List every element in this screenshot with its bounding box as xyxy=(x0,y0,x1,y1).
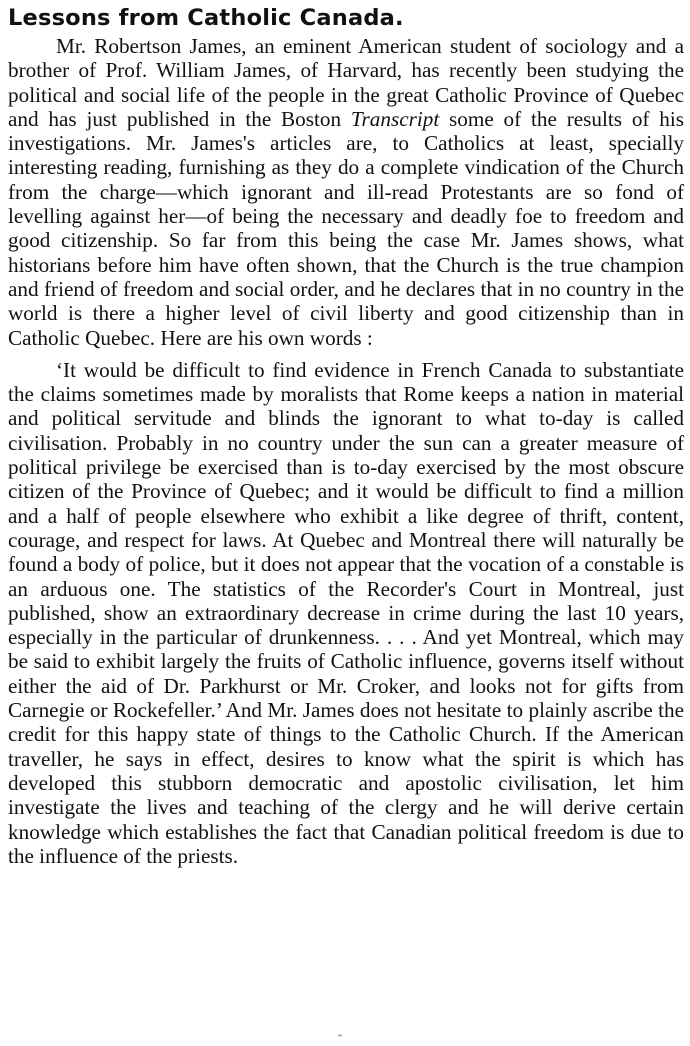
article-title: Lessons from Catholic Canada. xyxy=(8,5,404,31)
quoted-passage xyxy=(8,358,684,868)
footer-mark: ˝ xyxy=(338,1032,342,1046)
quote-text: ‘It would be difficult to find evidence in French Canada to substantiate the claims sometimes made by moralists that Rome keeps a nation in material and political servitude and blinds the ignorant to what to-day is called civilisation. Probably in no country under the sun can a greater measure of political privilege be exercised than is to-day exercised by the most obscure citizen of the Province of Quebec; and it would be difficult to find a million and a half of people elsewhere who exhibit a like degree of thrift, content, courage, and respect for laws. At Quebec and Montreal there will naturally be found a body of police, but it does not appear that the vocation of a constable is an arduous one. The statistics of the Recorder's Court in Montreal, just published, show an extraordinary decrease in crime during the last 10 years, especially in the particular of drunkenness. . . . And yet Montreal, which may be said to exhibit largely the fruits of Catholic influence, governs itself without either the aid of Dr. Parkhurst or Mr. Croker, and looks not for gifts from Carnegie or Rockefeller.’ xyxy=(8,357,684,723)
intro-paragraph xyxy=(8,34,684,350)
intro-text-end: some of the results of his investigations. Mr. James's articles are, to Catholics at least, specially interesting reading, furnishing as they do a complete vindication of the Church from the charge—which ignorant and ill-read Protestants are so fond of levelling against her—of being the necessary and deadly foe to freedom and good citizenship. So far from this being the case Mr. James shows, what historians before him have often shown, that the Church is the true champion and friend of freedom and social order, and he declares that in no country in the world is there a higher level of civil liberty and good citizenship than in Catholic Quebec. Here are his own words : xyxy=(8,106,685,350)
article xyxy=(8,2,684,868)
publication-name: Transcript xyxy=(350,106,440,131)
conclusion-text: And Mr. James does not hesitate to plainly ascribe the credit for this happy state of things to the Catholic Church. If the American traveller, he says in effect, desires to know what the spirit is which has developed this stubborn democratic and apostolic civilisation, let him investigate the lives and teaching of the clergy and he will derive certain knowledge which establishes the fact that Canadian political freedom is due to the influence of the priests. xyxy=(8,698,684,868)
intro-text-start: Mr. Robertson James, an eminent American student of sociology and a brother of Prof. William James, of Harvard, has recently been studying the political and social life of the people in the great Catholic Province of Quebec and has just published in the Boston xyxy=(8,34,684,131)
